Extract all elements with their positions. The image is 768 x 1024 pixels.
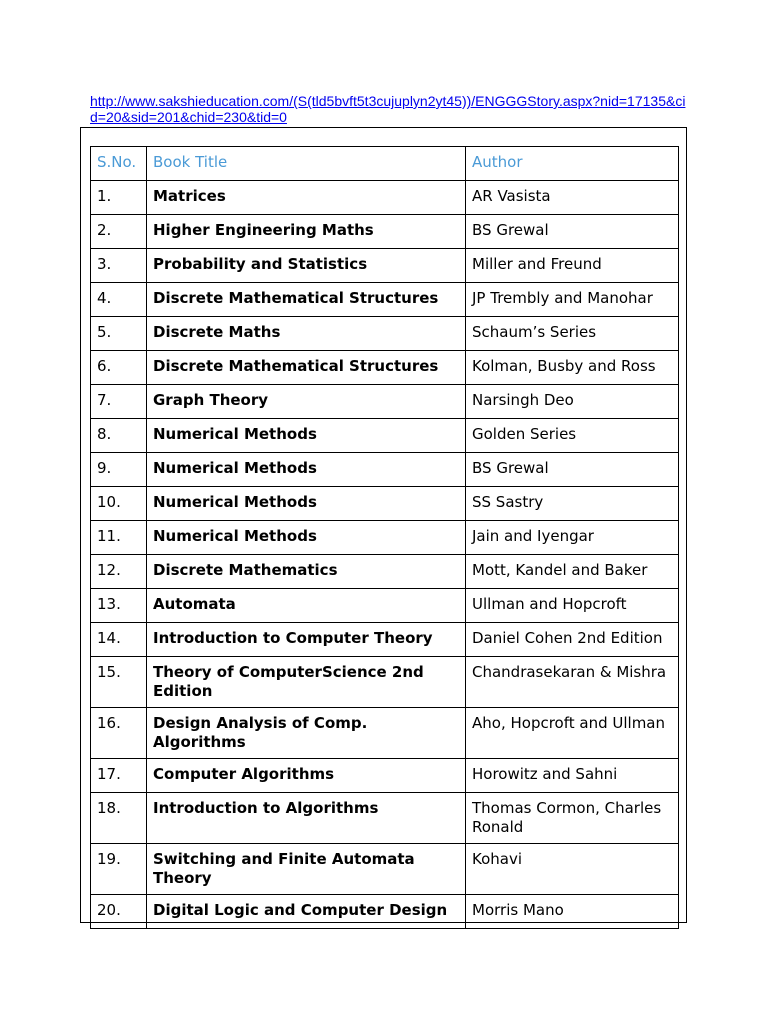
row-sno: 9.	[91, 453, 147, 487]
row-author: Kolman, Busby and Ross	[466, 351, 679, 385]
row-sno: 17.	[91, 759, 147, 793]
table-row	[91, 589, 679, 623]
row-book-title: Numerical Methods	[147, 419, 466, 453]
table-row	[91, 793, 679, 844]
row-sno: 19.	[91, 844, 147, 895]
table-row	[91, 351, 679, 385]
source-url-link[interactable]: http://www.sakshieducation.com/(S(tld5bvft5t3cujuplyn2yt45))/ENGGGStory.aspx?nid=17135&cid=20&sid=201&chid=230&tid=0	[90, 93, 686, 125]
row-book-title: Discrete Mathematical Structures	[147, 351, 466, 385]
row-book-title: Graph Theory	[147, 385, 466, 419]
row-sno: 6.	[91, 351, 147, 385]
row-book-title: Discrete Mathematical Structures	[147, 283, 466, 317]
row-author: Chandrasekaran & Mishra	[466, 657, 679, 708]
table-row	[91, 283, 679, 317]
row-author: BS Grewal	[466, 453, 679, 487]
table-row	[91, 623, 679, 657]
row-author: Mott, Kandel and Baker	[466, 555, 679, 589]
row-author: Ullman and Hopcroft	[466, 589, 679, 623]
row-sno: 4.	[91, 283, 147, 317]
row-book-title: Matrices	[147, 181, 466, 215]
row-sno: 5.	[91, 317, 147, 351]
row-sno: 14.	[91, 623, 147, 657]
row-book-title: Digital Logic and Computer Design	[147, 895, 466, 929]
table-row	[91, 844, 679, 895]
header-sno: S.No.	[91, 147, 147, 181]
row-sno: 1.	[91, 181, 147, 215]
row-author: Golden Series	[466, 419, 679, 453]
row-author: Jain and Iyengar	[466, 521, 679, 555]
row-author: Horowitz and Sahni	[466, 759, 679, 793]
row-sno: 12.	[91, 555, 147, 589]
row-author: Aho, Hopcroft and Ullman	[466, 708, 679, 759]
row-sno: 13.	[91, 589, 147, 623]
row-book-title: Design Analysis of Comp. Algorithms	[147, 708, 466, 759]
row-author: Narsingh Deo	[466, 385, 679, 419]
table-row	[91, 657, 679, 708]
row-author: Thomas Cormon, Charles Ronald	[466, 793, 679, 844]
row-book-title: Numerical Methods	[147, 453, 466, 487]
row-author: Miller and Freund	[466, 249, 679, 283]
row-book-title: Introduction to Algorithms	[147, 793, 466, 844]
table-row	[91, 487, 679, 521]
table-row	[91, 555, 679, 589]
table-row	[91, 521, 679, 555]
table-row	[91, 317, 679, 351]
book-list-table	[90, 146, 679, 929]
table-row	[91, 385, 679, 419]
row-book-title: Discrete Mathematics	[147, 555, 466, 589]
row-author: AR Vasista	[466, 181, 679, 215]
row-book-title: Discrete Maths	[147, 317, 466, 351]
row-book-title: Theory of ComputerScience 2nd Edition	[147, 657, 466, 708]
row-book-title: Automata	[147, 589, 466, 623]
header-book-title: Book Title	[147, 147, 466, 181]
row-author: Morris Mano	[466, 895, 679, 929]
row-sno: 18.	[91, 793, 147, 844]
row-sno: 2.	[91, 215, 147, 249]
row-book-title: Computer Algorithms	[147, 759, 466, 793]
table-row	[91, 419, 679, 453]
row-sno: 3.	[91, 249, 147, 283]
row-author: Kohavi	[466, 844, 679, 895]
row-author: SS Sastry	[466, 487, 679, 521]
row-sno: 15.	[91, 657, 147, 708]
header-author: Author	[466, 147, 679, 181]
row-author: Schaum’s Series	[466, 317, 679, 351]
row-book-title: Switching and Finite Automata Theory	[147, 844, 466, 895]
table-row	[91, 453, 679, 487]
table-row	[91, 708, 679, 759]
row-book-title: Introduction to Computer Theory	[147, 623, 466, 657]
row-book-title: Numerical Methods	[147, 487, 466, 521]
row-book-title: Probability and Statistics	[147, 249, 466, 283]
row-sno: 7.	[91, 385, 147, 419]
table-row	[91, 215, 679, 249]
table-row	[91, 759, 679, 793]
row-author: Daniel Cohen 2nd Edition	[466, 623, 679, 657]
row-book-title: Higher Engineering Maths	[147, 215, 466, 249]
row-sno: 10.	[91, 487, 147, 521]
row-sno: 16.	[91, 708, 147, 759]
row-sno: 20.	[91, 895, 147, 929]
table-row	[91, 895, 679, 929]
table-header-row	[91, 147, 679, 181]
row-author: BS Grewal	[466, 215, 679, 249]
row-author: JP Trembly and Manohar	[466, 283, 679, 317]
table-row	[91, 249, 679, 283]
table-row	[91, 181, 679, 215]
row-sno: 11.	[91, 521, 147, 555]
row-book-title: Numerical Methods	[147, 521, 466, 555]
row-sno: 8.	[91, 419, 147, 453]
